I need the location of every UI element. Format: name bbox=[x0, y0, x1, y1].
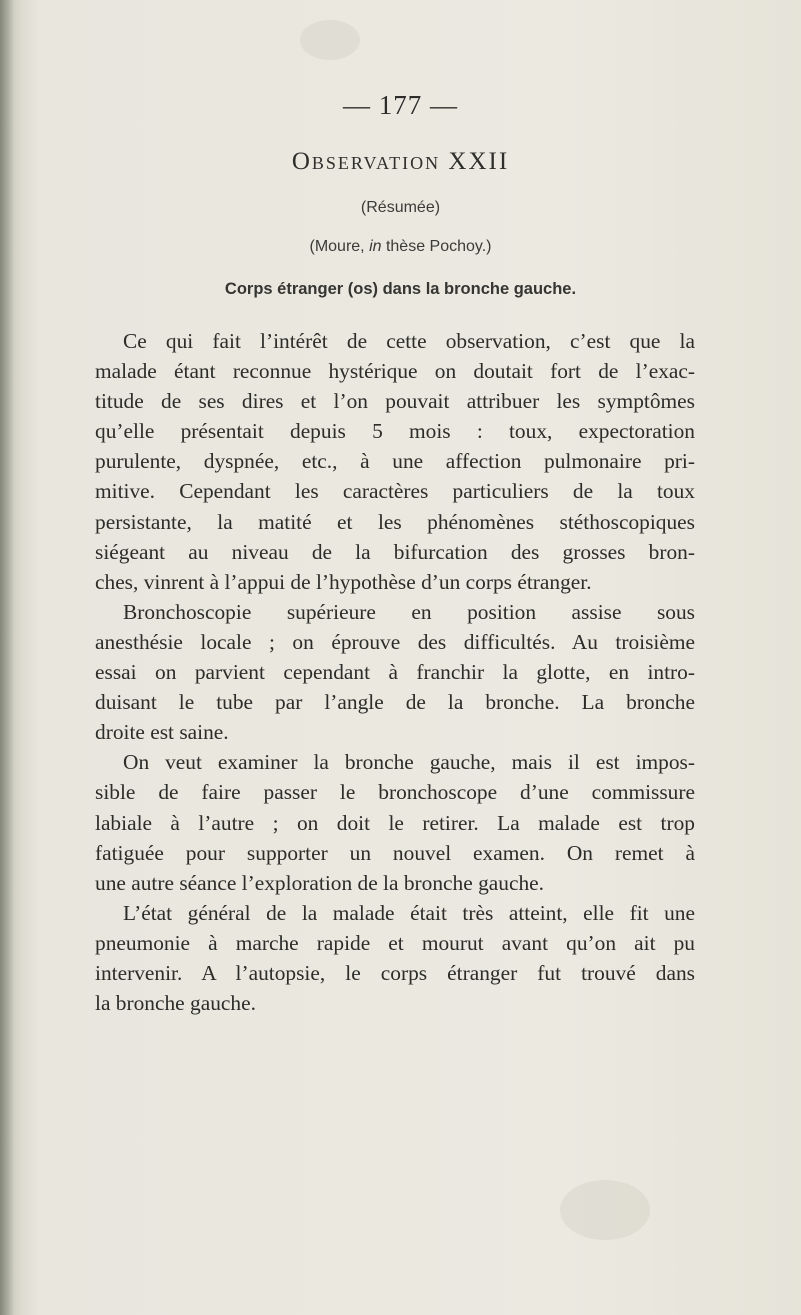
observation-title: Observation XXII bbox=[291, 148, 510, 175]
page-number: — 177 — bbox=[343, 90, 458, 120]
paragraph bbox=[95, 326, 695, 597]
text-line: anesthésie locale ; on éprouve des difficultés. Au troisième bbox=[95, 629, 695, 654]
paper-stain bbox=[300, 20, 360, 60]
text-line: pneumonie à marche rapide et mourut avant qu’on ait pu bbox=[95, 930, 695, 955]
text-line: la bronche gauche. bbox=[95, 991, 256, 1016]
text-line: Bronchoscopie supérieure en position assise sous bbox=[123, 599, 695, 624]
text-line: duisant le tube par l’angle de la bronche. La bronche bbox=[95, 690, 695, 715]
text-line: persistante, la matité et les phénomènes stéthoscopiques bbox=[95, 509, 695, 534]
paper-stain bbox=[560, 1180, 650, 1240]
text-line: L’état général de la malade était très atteint, elle fit une bbox=[123, 900, 695, 925]
page-edge-shadow bbox=[0, 0, 14, 1315]
text-line: fatiguée pour supporter un nouvel examen. On remet à bbox=[95, 840, 695, 865]
source-citation bbox=[0, 238, 801, 256]
text-line: ches, vinrent à l’appui de l’hypothèse d’un corps étranger. bbox=[95, 569, 592, 594]
source-prefix: (Moure, bbox=[309, 238, 370, 255]
text-line: droite est saine. bbox=[95, 720, 229, 745]
text-line: siégeant au niveau de la bifurcation des grosses bron- bbox=[95, 539, 695, 564]
text-line: intervenir. A l’autopsie, le corps étranger fut trouvé dans bbox=[95, 960, 695, 985]
text-line: Ce qui fait l’intérêt de cette observation, c’est que la bbox=[123, 329, 695, 353]
paragraph bbox=[95, 898, 695, 1018]
text-line: mitive. Cependant les caractères particuliers de la toux bbox=[95, 479, 695, 504]
text-line: sible de faire passer le bronchoscope d’une commissure bbox=[95, 780, 695, 805]
paragraph bbox=[95, 747, 695, 897]
case-subtitle: Corps étranger (os) dans la bronche gauche. bbox=[224, 280, 577, 298]
source-italic: in bbox=[369, 238, 382, 255]
source-suffix: thèse Pochoy.) bbox=[381, 238, 492, 255]
paragraph bbox=[95, 597, 695, 747]
text-line: qu’elle présentait depuis 5 mois : toux, expectoration bbox=[95, 419, 695, 444]
text-line: essai on parvient cependant à franchir la glotte, en intro- bbox=[95, 660, 695, 685]
text-line: purulente, dyspnée, etc., à une affection pulmonaire pri- bbox=[95, 449, 695, 474]
text-line: On veut examiner la bronche gauche, mais il est impos- bbox=[123, 750, 695, 775]
text-line: une autre séance l’exploration de la bronche gauche. bbox=[95, 870, 544, 895]
resumee-note: (Résumée) bbox=[360, 199, 441, 216]
text-line: labiale à l’autre ; on doit le retirer. La malade est trop bbox=[95, 810, 695, 835]
text-line: titude de ses dires et l’on pouvait attribuer les symptômes bbox=[95, 389, 695, 414]
body-text bbox=[95, 326, 695, 1018]
text-line: malade étant reconnue hystérique on doutait fort de l’exac- bbox=[95, 359, 695, 384]
